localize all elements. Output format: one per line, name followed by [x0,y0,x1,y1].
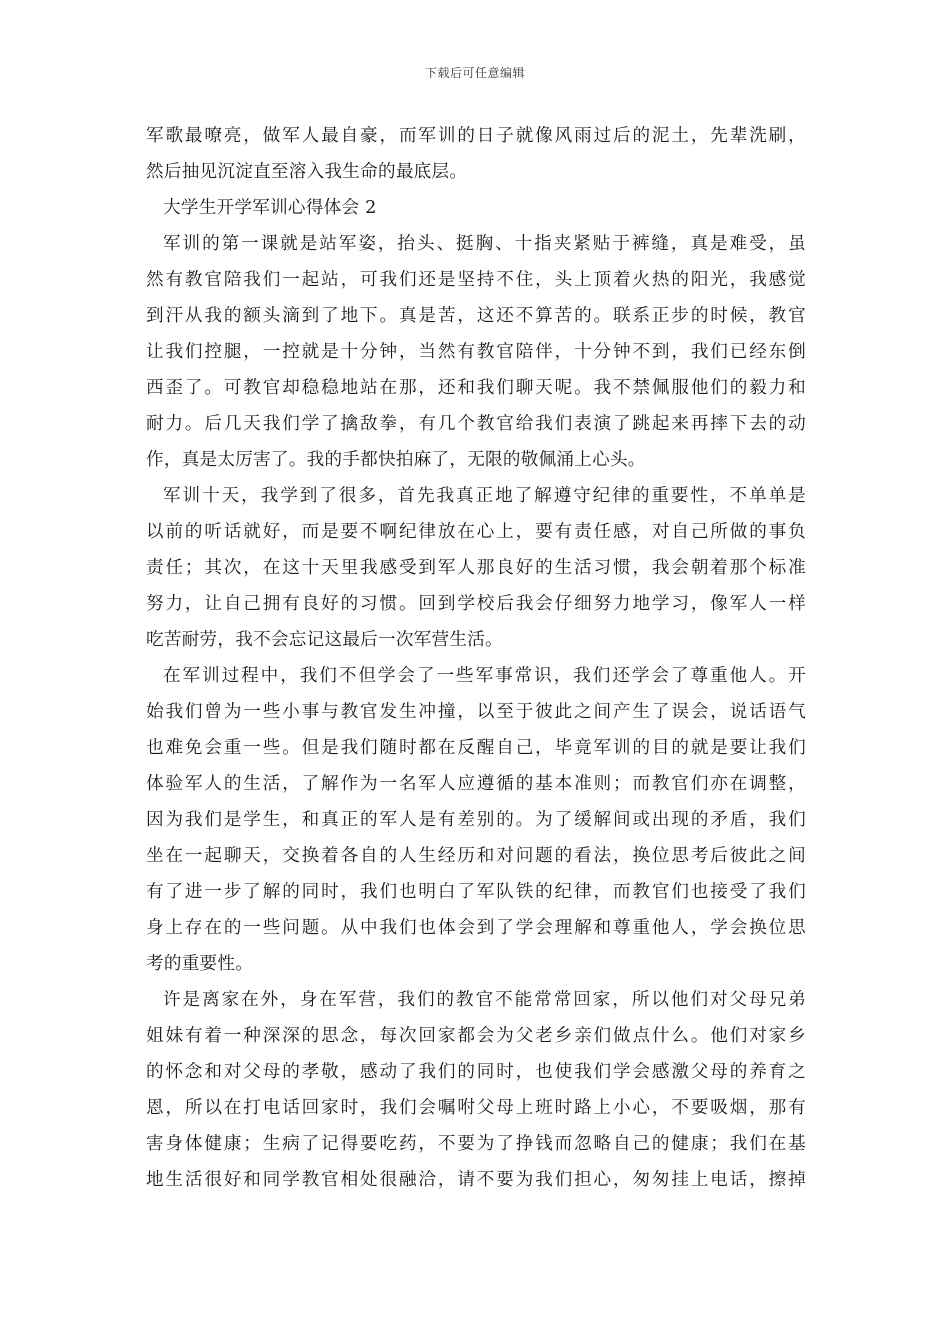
text-line: 考的重要性。 [146,954,254,974]
paragraph [146,658,806,982]
heading-text: 大学生开学军训心得体会 2 [163,198,377,218]
text-line: 军训十天，我学到了很多，首先我真正地了解遵守纪律的重要性，不单单是 [163,486,806,506]
document-body [146,118,806,1198]
text-line: 然后抽见沉淀直至溶入我生命的最底层。 [146,162,468,182]
text-line: 作，真是太厉害了。我的手都快拍麻了，无限的敬佩涌上心头。 [146,450,646,470]
paragraph [146,226,806,478]
text-line: 身上存在的一些问题。从中我们也体会到了学会理解和尊重他人，学会换位思 [146,918,806,938]
text-line: 许是离家在外，身在军营，我们的教官不能常常回家，所以他们对父母兄弟 [163,990,806,1010]
text-line: 在军训过程中，我们不但学会了一些军事常识，我们还学会了尊重他人。开 [163,666,806,686]
text-line: 军歌最嘹亮，做军人最自豪，而军训的日子就像风雨过后的泥土，先辈洗刷， [146,126,806,146]
text-line: 的怀念和对父母的孝敬，感动了我们的同时，也使我们学会感激父母的养育之 [146,1062,806,1082]
text-line: 军训的第一课就是站军姿，抬头、挺胸、十指夹紧贴于裤缝，真是难受，虽 [163,234,806,254]
text-line: 因为我们是学生，和真正的军人是有差别的。为了缓解间或出现的矛盾，我们 [146,810,806,830]
page-header: 下载后可任意编辑 [424,66,525,80]
text-line: 害身体健康；生病了记得要吃药，不要为了挣钱而忽略自己的健康；我们在基 [146,1134,806,1154]
text-line: 恩，所以在打电话回家时，我们会嘱咐父母上班时路上小心，不要吸烟，那有 [146,1098,806,1118]
section-heading [146,190,806,226]
paragraph [146,982,806,1198]
text-line: 有了进一步了解的同时，我们也明白了军队铁的纪律，而教官们也接受了我们 [146,882,806,902]
text-line: 耐力。后几天我们学了擒敌拳，有几个教官给我们表演了跳起来再摔下去的动 [146,414,806,434]
text-line: 到汗从我的额头滴到了地下。真是苦，这还不算苦的。联系正步的时候，教官 [146,306,806,326]
text-line: 吃苦耐劳，我不会忘记这最后一次军营生活。 [146,630,503,650]
text-line: 地生活很好和同学教官相处很融洽，请不要为我们担心，匆匆挂上电话，擦掉 [146,1170,806,1190]
text-line: 坐在一起聊天，交换着各自的人生经历和对问题的看法，换位思考后彼此之间 [146,846,806,866]
text-line: 始我们曾为一些小事与教官发生冲撞，以至于彼此之间产生了误会，说话语气 [146,702,806,722]
text-line: 让我们控腿，一控就是十分钟，当然有教官陪伴，十分钟不到，我们已经东倒 [146,342,806,362]
text-line: 努力，让自己拥有良好的习惯。回到学校后我会仔细努力地学习，像军人一样 [146,594,806,614]
text-line: 责任；其次，在这十天里我感受到军人那良好的生活习惯，我会朝着那个标准 [146,558,806,578]
text-line: 也难免会重一些。但是我们随时都在反醒自己，毕竟军训的目的就是要让我们 [146,738,806,758]
text-line: 然有教官陪我们一起站，可我们还是坚持不住，头上顶着火热的阳光，我感觉 [146,270,806,290]
paragraph [146,118,806,190]
text-line: 以前的听话就好，而是要不啊纪律放在心上，要有责任感，对自己所做的事负 [146,522,806,542]
text-line: 姐妹有着一种深深的思念，每次回家都会为父老乡亲们做点什么。他们对家乡 [146,1026,806,1046]
text-line: 体验军人的生活，了解作为一名军人应遵循的基本准则；而教官们亦在调整， [146,774,806,794]
text-line: 西歪了。可教官却稳稳地站在那，还和我们聊天呢。我不禁佩服他们的毅力和 [146,378,806,398]
paragraph [146,478,806,658]
